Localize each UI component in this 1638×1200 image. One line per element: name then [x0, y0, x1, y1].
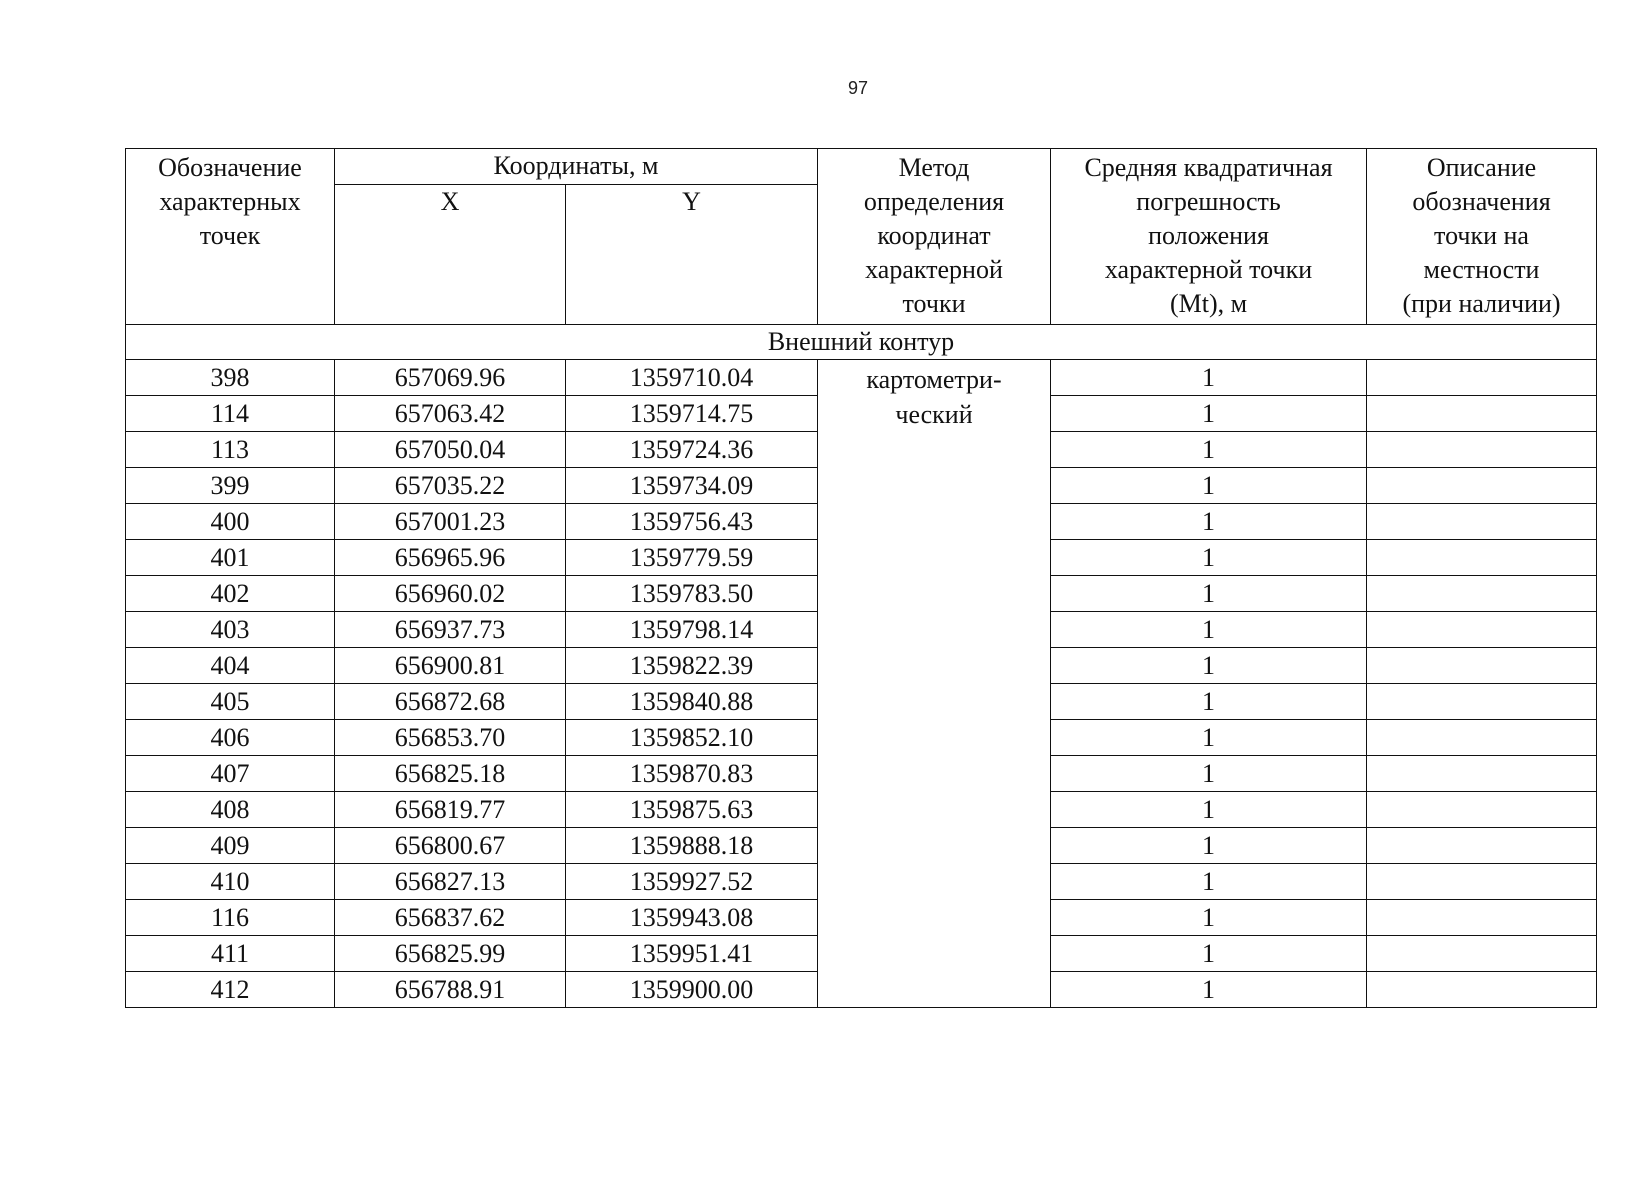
cell-point: 402 [126, 576, 335, 612]
cell-description [1367, 684, 1597, 720]
cell-point: 398 [126, 360, 335, 396]
cell-error: 1 [1051, 648, 1367, 684]
cell-error: 1 [1051, 936, 1367, 972]
cell-y: 1359798.14 [566, 612, 818, 648]
cell-y: 1359822.39 [566, 648, 818, 684]
cell-x: 656825.99 [335, 936, 566, 972]
cell-description [1367, 396, 1597, 432]
cell-description [1367, 972, 1597, 1008]
cell-y: 1359710.04 [566, 360, 818, 396]
cell-y: 1359951.41 [566, 936, 818, 972]
cell-point: 404 [126, 648, 335, 684]
cell-description [1367, 936, 1597, 972]
cell-y: 1359779.59 [566, 540, 818, 576]
cell-description [1367, 792, 1597, 828]
cell-error: 1 [1051, 864, 1367, 900]
cell-y: 1359840.88 [566, 684, 818, 720]
cell-point: 406 [126, 720, 335, 756]
cell-point: 407 [126, 756, 335, 792]
cell-x: 656937.73 [335, 612, 566, 648]
cell-error: 1 [1051, 432, 1367, 468]
cell-error: 1 [1051, 792, 1367, 828]
cell-method [818, 360, 1051, 1008]
cell-y: 1359734.09 [566, 468, 818, 504]
cell-description [1367, 360, 1597, 396]
section-row [126, 325, 1597, 360]
cell-x: 656800.67 [335, 828, 566, 864]
cell-point: 411 [126, 936, 335, 972]
header-point-designation: Обозначение характерных точек [126, 149, 335, 325]
cell-description [1367, 612, 1597, 648]
cell-description [1367, 432, 1597, 468]
cell-x: 656819.77 [335, 792, 566, 828]
cell-y: 1359888.18 [566, 828, 818, 864]
cell-description [1367, 756, 1597, 792]
cell-point: 113 [126, 432, 335, 468]
cell-x: 657063.42 [335, 396, 566, 432]
cell-x: 657035.22 [335, 468, 566, 504]
cell-error: 1 [1051, 612, 1367, 648]
cell-point: 405 [126, 684, 335, 720]
cell-point: 399 [126, 468, 335, 504]
cell-description [1367, 900, 1597, 936]
cell-point: 401 [126, 540, 335, 576]
header-coordinates: Координаты, м [335, 149, 818, 185]
cell-y: 1359783.50 [566, 576, 818, 612]
cell-error: 1 [1051, 972, 1367, 1008]
cell-error: 1 [1051, 468, 1367, 504]
cell-x: 656827.13 [335, 864, 566, 900]
header-error: Средняя квадратичная погрешность положения характерной точки (Mt), м [1051, 149, 1367, 325]
cell-point: 400 [126, 504, 335, 540]
cell-point: 409 [126, 828, 335, 864]
cell-description [1367, 648, 1597, 684]
table-row [126, 360, 1597, 396]
cell-x: 656788.91 [335, 972, 566, 1008]
cell-description [1367, 504, 1597, 540]
cell-y: 1359870.83 [566, 756, 818, 792]
method-value: картометри- ческий [866, 365, 1002, 429]
cell-x: 657050.04 [335, 432, 566, 468]
cell-y: 1359875.63 [566, 792, 818, 828]
cell-x: 656965.96 [335, 540, 566, 576]
cell-point: 116 [126, 900, 335, 936]
header-x: X [335, 185, 566, 325]
cell-point: 410 [126, 864, 335, 900]
cell-y: 1359724.36 [566, 432, 818, 468]
cell-point: 408 [126, 792, 335, 828]
cell-y: 1359943.08 [566, 900, 818, 936]
cell-description [1367, 576, 1597, 612]
cell-x: 656872.68 [335, 684, 566, 720]
section-title: Внешний контур [126, 325, 1597, 360]
cell-x: 656837.62 [335, 900, 566, 936]
cell-description [1367, 864, 1597, 900]
header-method: Метод определения координат характерной точки [818, 149, 1051, 325]
cell-y: 1359927.52 [566, 864, 818, 900]
cell-description [1367, 540, 1597, 576]
cell-error: 1 [1051, 720, 1367, 756]
coordinates-table [125, 148, 1597, 1008]
cell-error: 1 [1051, 684, 1367, 720]
cell-error: 1 [1051, 396, 1367, 432]
cell-description [1367, 828, 1597, 864]
cell-error: 1 [1051, 540, 1367, 576]
cell-y: 1359900.00 [566, 972, 818, 1008]
cell-error: 1 [1051, 576, 1367, 612]
cell-x: 656853.70 [335, 720, 566, 756]
header-description: Описание обозначения точки на местности (при наличии) [1367, 149, 1597, 325]
cell-error: 1 [1051, 360, 1367, 396]
cell-y: 1359714.75 [566, 396, 818, 432]
header-y: Y [566, 185, 818, 325]
cell-description [1367, 468, 1597, 504]
cell-x: 656900.81 [335, 648, 566, 684]
cell-x: 657069.96 [335, 360, 566, 396]
cell-error: 1 [1051, 900, 1367, 936]
cell-point: 114 [126, 396, 335, 432]
cell-description [1367, 720, 1597, 756]
cell-point: 403 [126, 612, 335, 648]
page-number: 97 [847, 78, 869, 98]
cell-point: 412 [126, 972, 335, 1008]
cell-error: 1 [1051, 828, 1367, 864]
cell-x: 656960.02 [335, 576, 566, 612]
table-body [126, 325, 1597, 1008]
cell-x: 657001.23 [335, 504, 566, 540]
cell-y: 1359756.43 [566, 504, 818, 540]
cell-error: 1 [1051, 756, 1367, 792]
cell-error: 1 [1051, 504, 1367, 540]
cell-x: 656825.18 [335, 756, 566, 792]
cell-y: 1359852.10 [566, 720, 818, 756]
